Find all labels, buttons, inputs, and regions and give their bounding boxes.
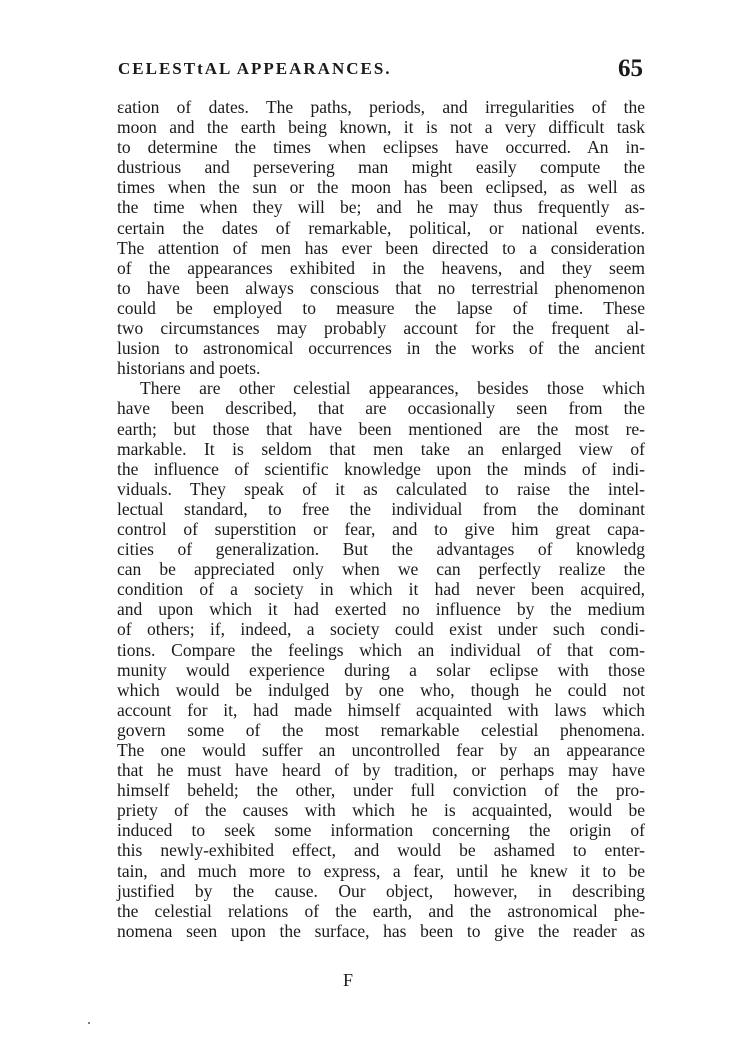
- text-line: two circumstances may probably account for the frequent al-: [117, 318, 645, 339]
- text-line: markable. It is seldom that men take an enlarged view of: [117, 438, 645, 459]
- page-number: 65: [618, 55, 643, 82]
- text-line: The one would suffer an uncontrolled fear by an appearance: [117, 740, 645, 760]
- text-line: the influence of scientific knowledge upon the minds of indi-: [117, 458, 645, 479]
- text-line: tions. Compare the feelings which an individual of that com-: [117, 639, 645, 660]
- text-line: lusion to astronomical occurrences in the works of the ancient: [117, 338, 645, 359]
- running-title: CELESTtAL APPEARANCES.: [118, 59, 392, 78]
- text-line: condition of a society in which it had never been acquired,: [117, 579, 645, 600]
- text-line: that he must have heard of by tradition, or perhaps may have: [117, 760, 645, 781]
- text-line: can be appreciated only when we can perfectly realize the: [117, 559, 645, 580]
- text-line: munity would experience during a solar eclipse with those: [117, 659, 645, 680]
- text-line: earth; but those that have been mentioned are the most re-: [117, 418, 645, 439]
- text-line: nomena seen upon the surface, has been to give the reader as: [117, 920, 645, 941]
- text-line: dustrious and persevering man might easily compute the: [117, 157, 645, 178]
- text-line: cities of generalization. But the advantages of knowledg: [117, 539, 645, 560]
- text-line: of the appearances exhibited in the heavens, and they seem: [117, 257, 645, 278]
- text-line: times when the sun or the moon has been eclipsed, as well as: [117, 177, 645, 198]
- text-line: induced to seek some information concerning the origin of: [117, 820, 645, 841]
- body-text: [117, 97, 645, 941]
- print-speck: [88, 1022, 90, 1024]
- text-line: have been described, that are occasionally seen from the: [117, 398, 645, 419]
- text-line: the celestial relations of the earth, and the astronomical phe-: [117, 900, 645, 921]
- text-line: The attention of men has ever been directed to a consideration: [117, 237, 645, 258]
- text-line: viduals. They speak of it as calculated to raise the intel-: [117, 478, 645, 499]
- text-line: and upon which it had exerted no influence by the medium: [117, 599, 645, 620]
- text-line: himself beheld; the other, under full conviction of the pro-: [117, 780, 645, 801]
- text-line: There are other celestial appearances, besides those which: [140, 378, 645, 399]
- text-line: account for it, had made himself acquainted with laws which: [117, 699, 645, 720]
- text-line: priety of the causes with which he is acquainted, would be: [117, 800, 645, 821]
- text-line: the time when they will be; and he may thus frequently as-: [117, 197, 645, 218]
- text-line: of others; if, indeed, a society could exist under such condi-: [117, 619, 645, 640]
- text-line: moon and the earth being known, it is not a very difficult task: [117, 117, 645, 138]
- text-line: historians and poets.: [117, 358, 261, 379]
- text-line: tain, and much more to express, a fear, until he knew it to be: [117, 860, 645, 881]
- text-line: to have been always conscious that no terrestrial phenomenon: [117, 277, 645, 298]
- text-line: lectual standard, to free the individual from the dominant: [117, 498, 645, 519]
- text-line: could be employed to measure the lapse of time. These: [117, 297, 645, 318]
- text-line: which would be indulged by one who, though he could not: [117, 679, 645, 700]
- text-line: justified by the cause. Our object, however, in describing: [117, 880, 645, 901]
- running-head: [118, 55, 643, 87]
- text-line: control of superstition or fear, and to give him great capa-: [117, 518, 645, 539]
- text-line: govern some of the most remarkable celestial phenomena.: [117, 719, 645, 740]
- text-line: certain the dates of remarkable, political, or national events.: [117, 217, 645, 238]
- text-line: ɛation of dates. The paths, periods, and irregularities of the: [117, 97, 645, 117]
- text-line: to determine the times when eclipses have occurred. An in-: [117, 137, 645, 158]
- text-line: this newly-exhibited effect, and would be ashamed to enter-: [117, 840, 645, 861]
- signature-mark: F: [343, 970, 354, 990]
